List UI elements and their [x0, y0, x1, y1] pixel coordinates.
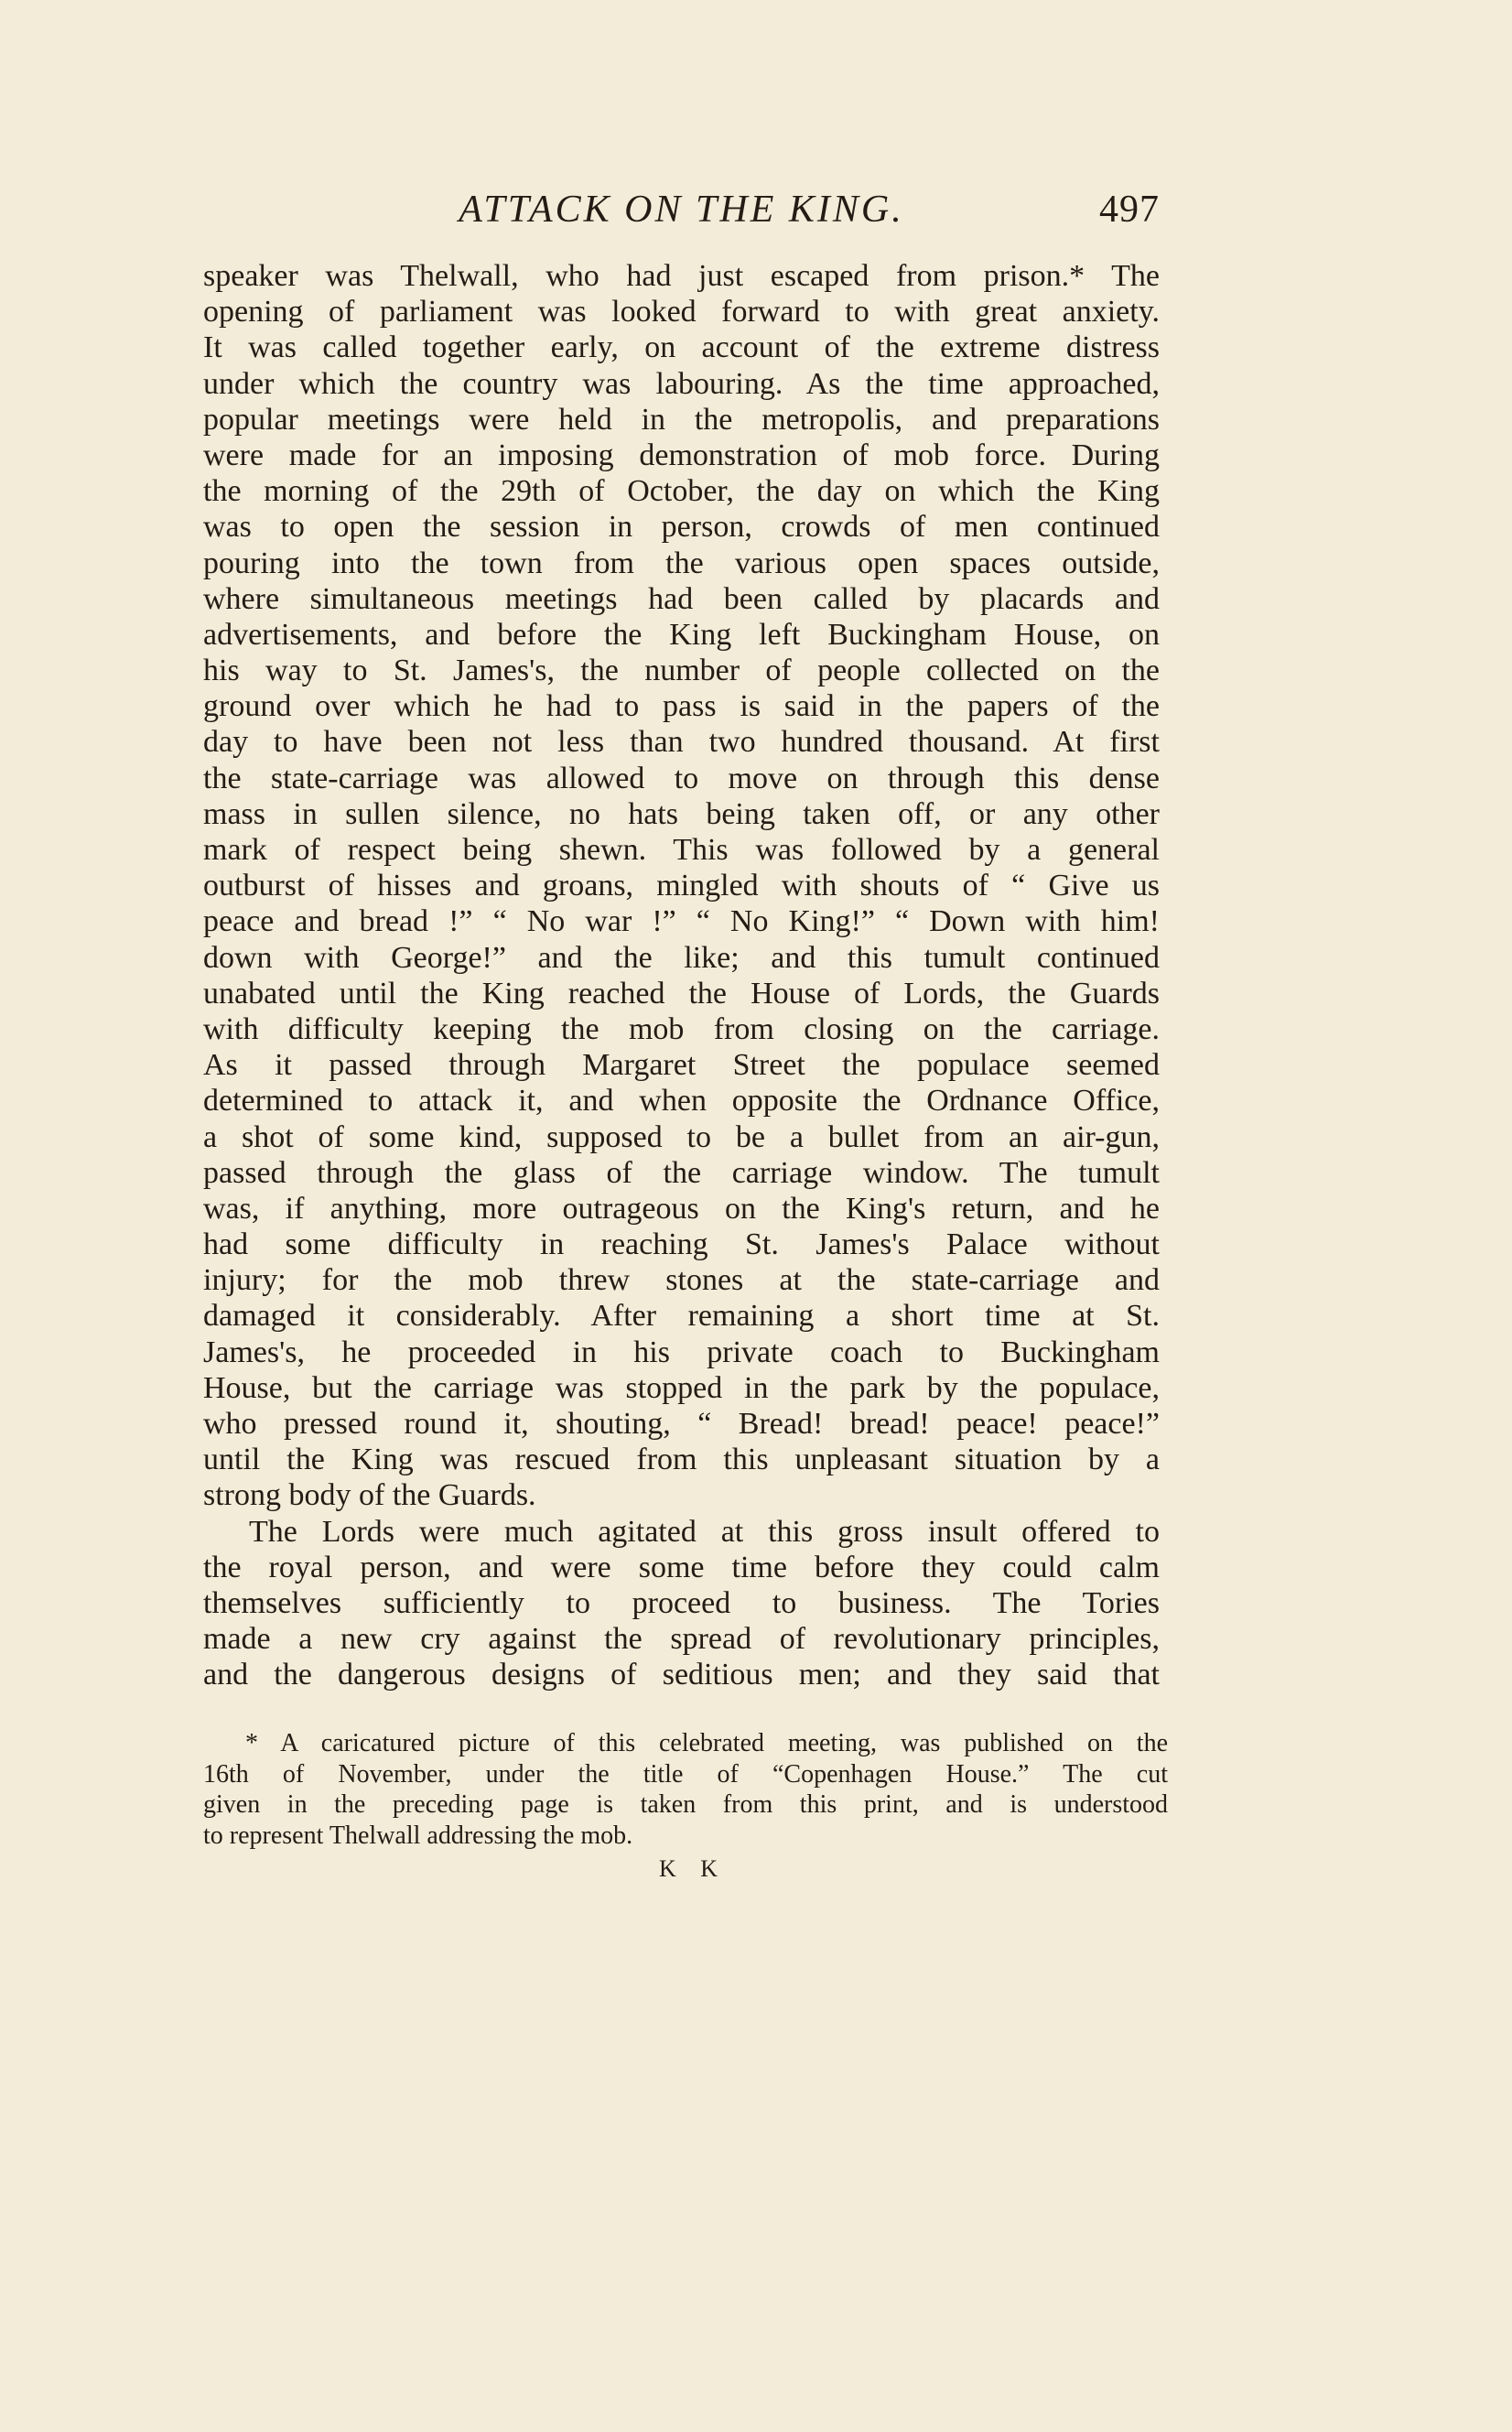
body-line: As it passed through Margaret Street the populace seemed	[203, 1048, 1160, 1083]
body-line: where simultaneous meetings had been called by placards and	[203, 581, 1160, 616]
body-line: his way to St. James's, the number of people collected on the	[203, 654, 1160, 688]
signature-mark: K K	[659, 1855, 728, 1882]
body-line: mass in sullen silence, no hats being taken off, or any other	[203, 796, 1160, 831]
body-line: outburst of hisses and groans, mingled with shouts of “ Give us	[203, 869, 1160, 903]
body-line: the state-carriage was allowed to move on through this dense	[203, 761, 1160, 795]
body-line: House, but the carriage was stopped in the park by the populace,	[203, 1370, 1160, 1405]
body-line: day to have been not less than two hundred thousand. At first	[203, 725, 1160, 760]
body-line: speaker was Thelwall, who had just escaped from prison.* The	[203, 259, 1160, 293]
body-line: who pressed round it, shouting, “ Bread! bread! peace! peace!”	[203, 1407, 1160, 1441]
body-line: under which the country was labouring. As the time approached,	[203, 366, 1160, 401]
body-line: James's, he proceeded in his private coach to Buckingham	[203, 1335, 1160, 1369]
body-line: popular meetings were held in the metropolis, and preparations	[203, 402, 1160, 437]
body-line: opening of parliament was looked forward to with great anxiety.	[203, 295, 1160, 330]
body-line: and the dangerous designs of seditious men; and they said that	[203, 1658, 1160, 1692]
body-line: were made for an imposing demonstration of mob force. During	[203, 438, 1160, 472]
body-line: with difficulty keeping the mob from closing on the carriage.	[203, 1011, 1160, 1046]
body-line: The Lords were much agitated at this gross insult offered to	[249, 1514, 1160, 1549]
body-line: a shot of some kind, supposed to be a bullet from an air-gun,	[203, 1119, 1160, 1154]
body-line: peace and bread !” “ No war !” “ No King!” “ Down with him!	[203, 904, 1160, 939]
body-line: was to open the session in person, crowds of men continued	[203, 510, 1160, 545]
footnote-line: to represent Thelwall addressing the mob.	[203, 1821, 633, 1850]
running-title: ATTACK ON THE KING.	[459, 189, 904, 231]
body-line: injury; for the mob threw stones at the state-carriage and	[203, 1263, 1160, 1298]
body-line: strong body of the Guards.	[203, 1478, 536, 1513]
body-line: passed through the glass of the carriage window. The tumult	[203, 1155, 1160, 1190]
body-line: themselves sufficiently to proceed to business. The Tories	[203, 1585, 1160, 1620]
body-line: damaged it considerably. After remaining a short time at St.	[203, 1299, 1160, 1334]
body-line: had some difficulty in reaching St. James's Palace without	[203, 1227, 1160, 1262]
body-line: pouring into the town from the various open spaces outside,	[203, 546, 1160, 580]
body-line: until the King was rescued from this unpleasant situation by a	[203, 1443, 1160, 1477]
body-line: determined to attack it, and when opposite the Ordnance Office,	[203, 1084, 1160, 1119]
body-line: was, if anything, more outrageous on the King's return, and he	[203, 1191, 1160, 1226]
body-text	[203, 258, 1160, 1693]
footnote-line: * A caricatured picture of this celebrated meeting, was published on the	[245, 1729, 1168, 1757]
body-line: made a new cry against the spread of revolutionary principles,	[203, 1622, 1160, 1657]
footnote	[203, 1728, 1168, 1851]
footnote-line: given in the preceding page is taken from this print, and is understood	[203, 1790, 1168, 1819]
running-head	[203, 188, 1160, 243]
body-line: unabated until the King reached the House of Lords, the Guards	[203, 976, 1160, 1011]
body-line: the royal person, and were some time before they could calm	[203, 1550, 1160, 1584]
footnote-line: 16th of November, under the title of “Copenhagen House.” The cut	[203, 1759, 1168, 1789]
body-line: mark of respect being shewn. This was followed by a general	[203, 833, 1160, 867]
body-line: advertisements, and before the King left Buckingham House, on	[203, 617, 1160, 652]
body-line: the morning of the 29th of October, the day on which the King	[203, 474, 1160, 509]
body-line: ground over which he had to pass is said in the papers of the	[203, 689, 1160, 724]
body-line: down with George!” and the like; and this tumult continued	[203, 940, 1160, 975]
page-number: 497	[1099, 189, 1160, 231]
body-line: It was called together early, on account of the extreme distress	[203, 330, 1160, 365]
